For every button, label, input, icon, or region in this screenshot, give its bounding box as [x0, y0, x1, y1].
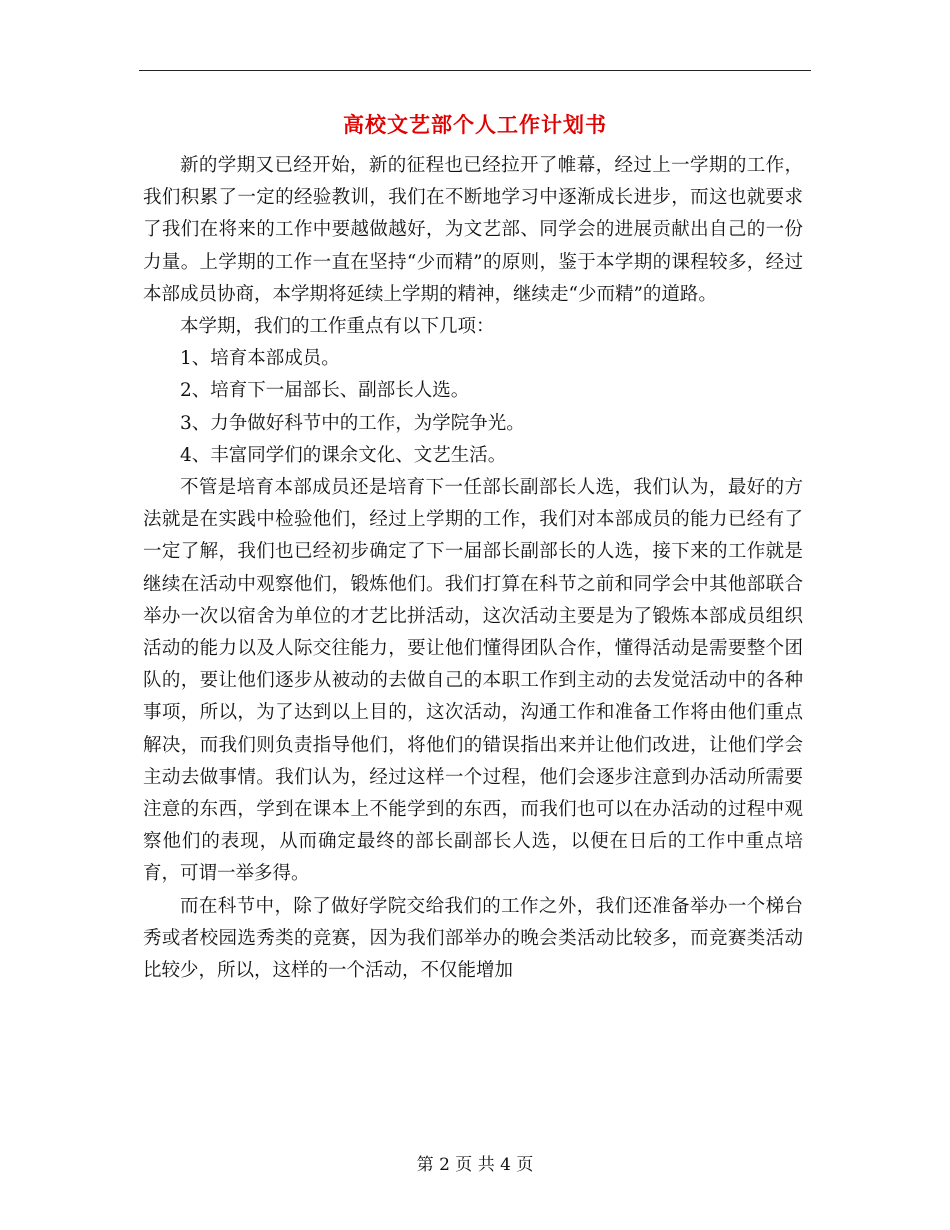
list-item: 1、培育本部成员。: [180, 348, 340, 370]
document-body: [143, 150, 803, 987]
paragraph-focus-intro: 本学期，我们的工作重点有以下几项：: [180, 316, 495, 338]
header-rule: [139, 70, 811, 71]
list-item: 3、力争做好科节中的工作，为学院争光。: [180, 412, 525, 434]
paragraph-festival: 而在科节中，除了做好学院交给我们的工作之外，我们还准备举办一个梯台秀或者校园选秀类的竞赛，因为我们部举办的晚会类活动比较多，而竞赛类活动比较少，所以，这样的一个活动，不仅能增加: [143, 895, 803, 982]
document-title: 高校文艺部个人工作计划书: [343, 112, 607, 137]
list-item: 2、培育下一届部长、副部长人选。: [180, 380, 470, 402]
paragraph-training: 不管是培育本部成员还是培育下一任部长副部长人选，我们认为，最好的方法就是在实践中检验他们，经过上学期的工作，我们对本部成员的能力已经有了一定了解，我们也已经初步确定了下一届部长副部长的人选，接下来的工作就是继续在活动中观察他们，锻炼他们。我们打算在科节之前和同学会中其他部联合举办一次以宿舍为单位的才艺比拼活动，这次活动主要是为了锻炼本部成员组织活动的能力以及人际交往能力，要让他们懂得团队合作，懂得活动是需要整个团队的，要让他们逐步从被动的去做自己的本职工作到主动的去发觉活动中的各种事项，所以，为了达到以上目的，这次活动，沟通工作和准备工作将由他们重点解决，而我们则负责指导他们，将他们的错误指出来并让他们改进，让他们学会主动去做事情。我们认为，经过这样一个过程，他们会逐步注意到办活动所需要注意的东西，学到在课本上不能学到的东西，而我们也可以在办活动的过程中观察他们的表现，从而确定最终的部长副部长人选，以便在日后的工作中重点培育，可谓一举多得。: [143, 477, 803, 885]
paragraph-intro: 新的学期又已经开始，新的征程也已经拉开了帷幕，经过上一学期的工作，我们积累了一定的经验教训，我们在不断地学习中逐渐成长进步，而这也就要求了我们在将来的工作中要越做越好，为文艺部、同学会的进展贡献出自己的一份力量。上学期的工作一直在坚持“少而精”的原则，鉴于本学期的课程较多，经过本部成员协商，本学期将延续上学期的精神，继续走“少而精”的道路。: [143, 155, 803, 305]
list-item: 4、丰富同学们的课余文化、文艺生活。: [180, 444, 507, 466]
page-number-footer: 第 2 页 共 4 页: [416, 1155, 534, 1175]
